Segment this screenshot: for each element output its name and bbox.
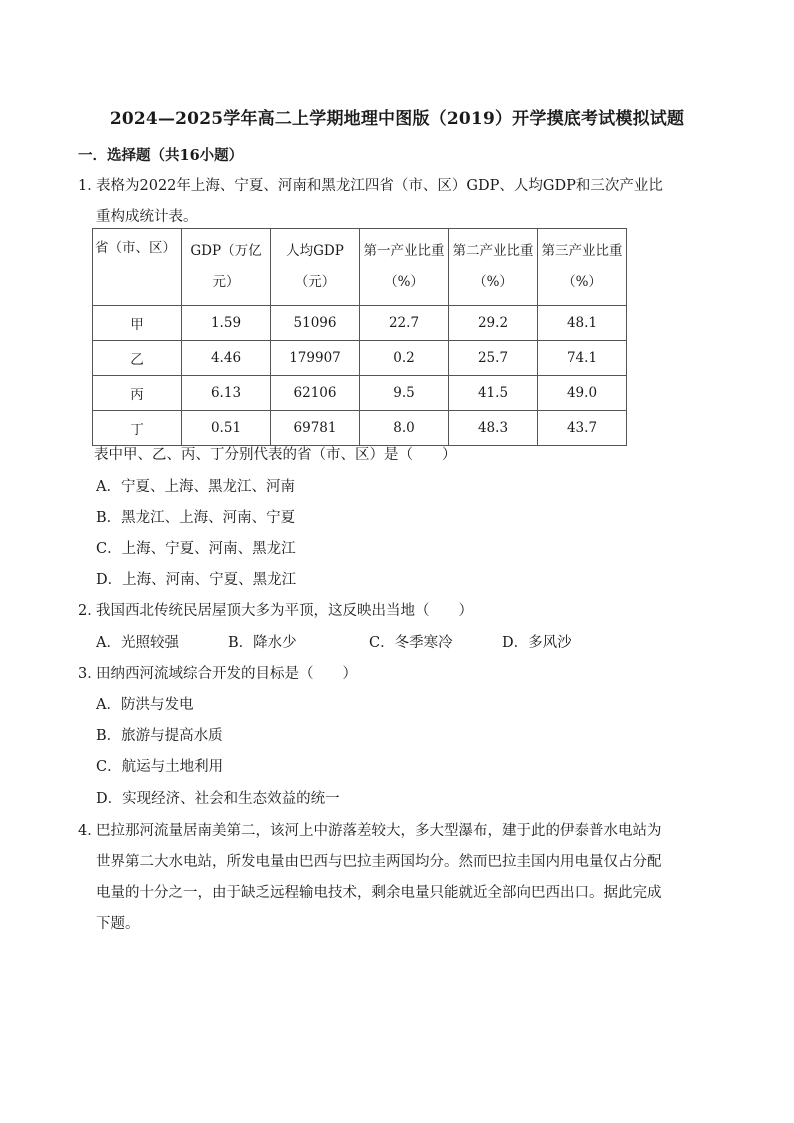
section-heading: 一．选择题（共16小题）	[78, 147, 244, 164]
answer-option-b[interactable]: B．黑龙江、上海、河南、宁夏	[96, 510, 296, 526]
table-header-cell: 第三产业比重（%）	[538, 229, 627, 306]
table-row	[93, 411, 627, 446]
table-cell: 179907	[271, 341, 360, 376]
table-header-row	[93, 229, 627, 306]
table-cell: 乙	[93, 341, 182, 376]
answer-option-c[interactable]: C．航运与土地利用	[96, 759, 224, 775]
answer-option-b[interactable]: B．降水少	[228, 635, 297, 651]
question-4-stem-cont: 下题。	[96, 916, 140, 932]
table-cell: 69781	[271, 411, 360, 446]
question-3-stem	[78, 662, 357, 683]
table-header-cell: 第一产业比重（%）	[360, 229, 449, 306]
table-cell: 48.3	[449, 411, 538, 446]
question-text: 巴拉那河流量居南美第二，该河上中游落差较大，多大型瀑布，建于此的伊泰普水电站为	[96, 823, 662, 839]
table-header-cell: 人均GDP（元）	[271, 229, 360, 306]
answer-option-a[interactable]: A．宁夏、上海、黑龙江、河南	[96, 479, 295, 495]
answer-option-d[interactable]: D．上海、河南、宁夏、黑龙江	[96, 572, 297, 588]
table-row	[93, 341, 627, 376]
table-header-cell: 省（市、区）	[93, 229, 182, 306]
table-cell: 43.7	[538, 411, 627, 446]
question-2-stem	[78, 599, 473, 620]
question-1-stem	[78, 174, 663, 195]
question-number: 3．	[78, 666, 102, 682]
table-cell: 丁	[93, 411, 182, 446]
table-cell: 6.13	[182, 376, 271, 411]
question-4-stem	[78, 819, 662, 840]
table-cell: 62106	[271, 376, 360, 411]
table-row	[93, 376, 627, 411]
document-title: 2024—2025学年高二上学期地理中图版（2019）开学摸底考试模拟试题	[109, 109, 685, 129]
question-1-stem-cont: 重构成统计表。	[96, 209, 198, 225]
table-cell: 丙	[93, 376, 182, 411]
table-header-cell: 第二产业比重（%）	[449, 229, 538, 306]
question-number: 1．	[78, 178, 102, 194]
table-cell: 1.59	[182, 306, 271, 341]
question-text: 表格为2022年上海、宁夏、河南和黑龙江四省（市、区）GDP、人均GDP和三次产业比	[96, 178, 663, 194]
table-cell: 74.1	[538, 341, 627, 376]
question-4-stem-cont: 世界第二大水电站，所发电量由巴西与巴拉圭两国均分。然而巴拉圭国内用电量仅占分配	[96, 854, 662, 870]
table-cell: 29.2	[449, 306, 538, 341]
table-cell: 4.46	[182, 341, 271, 376]
statistics-table	[92, 228, 627, 446]
table-cell: 41.5	[449, 376, 538, 411]
answer-option-c[interactable]: C．上海、宁夏、河南、黑龙江	[96, 541, 296, 557]
table-cell: 甲	[93, 306, 182, 341]
question-number: 4．	[78, 823, 102, 839]
table-cell: 51096	[271, 306, 360, 341]
question-text: 田纳西河流域综合开发的目标是（ ）	[96, 666, 357, 682]
answer-option-a[interactable]: A．光照较强	[96, 635, 179, 651]
answer-option-d[interactable]: D．多风沙	[502, 635, 572, 651]
table-cell: 25.7	[449, 341, 538, 376]
table-row	[93, 306, 627, 341]
table-cell: 0.51	[182, 411, 271, 446]
answer-option-b[interactable]: B．旅游与提高水质	[96, 728, 223, 744]
table-cell: 9.5	[360, 376, 449, 411]
question-4-stem-cont: 电量的十分之一，由于缺乏远程输电技术，剩余电量只能就近全部向巴西出口。据此完成	[96, 885, 662, 901]
question-1-prompt: 表中甲、乙、丙、丁分别代表的省（市、区）是（ ）	[94, 447, 457, 463]
table-cell: 0.2	[360, 341, 449, 376]
question-number: 2．	[78, 603, 102, 619]
answer-option-c[interactable]: C．冬季寒冷	[369, 635, 453, 651]
table-cell: 8.0	[360, 411, 449, 446]
table-header-cell: GDP（万亿元）	[182, 229, 271, 306]
question-text: 我国西北传统民居屋顶大多为平顶，这反映出当地（ ）	[96, 603, 473, 619]
table-cell: 49.0	[538, 376, 627, 411]
answer-option-a[interactable]: A．防洪与发电	[96, 697, 194, 713]
table-cell: 48.1	[538, 306, 627, 341]
answer-option-d[interactable]: D．实现经济、社会和生态效益的统一	[96, 791, 340, 807]
table-cell: 22.7	[360, 306, 449, 341]
